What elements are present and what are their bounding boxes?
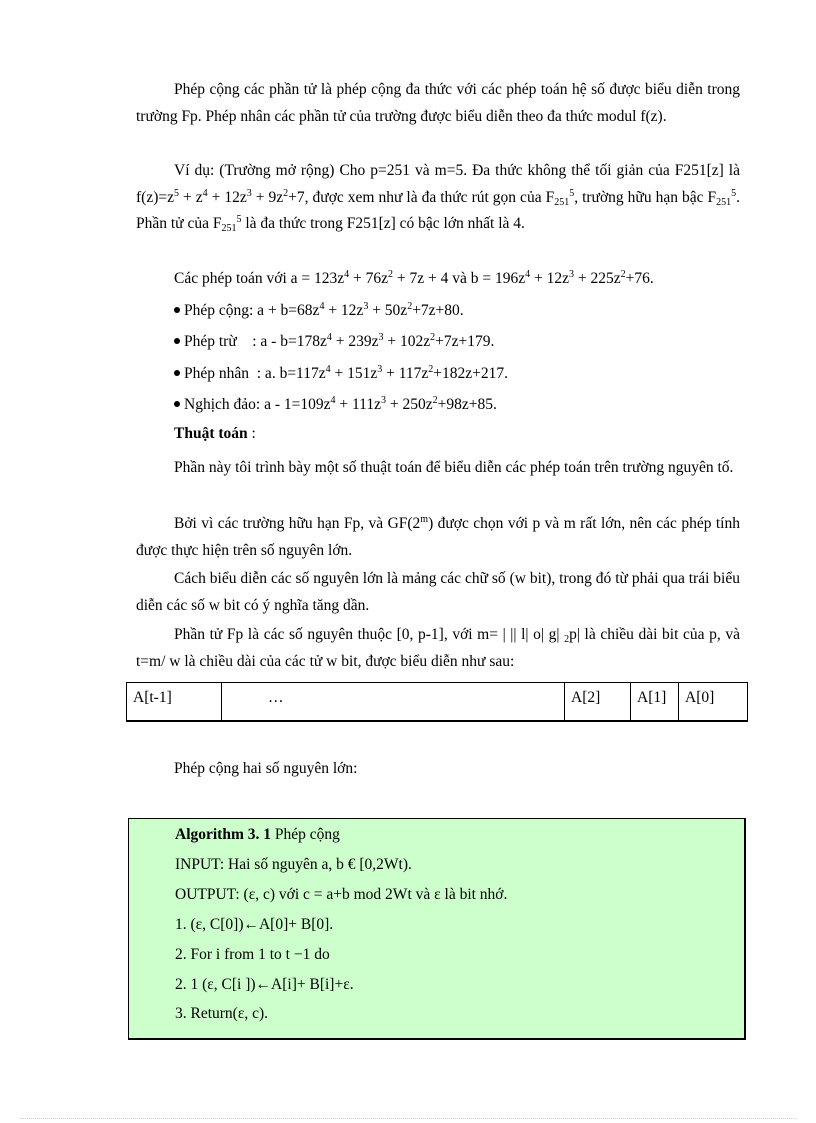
sup: 2 bbox=[620, 269, 626, 280]
bullet-inverse bbox=[174, 392, 754, 418]
text: +98z+85. bbox=[437, 396, 497, 413]
sup: 3 bbox=[378, 332, 384, 343]
bullet-icon bbox=[174, 338, 180, 344]
text: Ví dụ: (Trường mở rộng) Cho p=251 và m=5. Đa thức không thể tối giản của F251[z] là f(z)=z bbox=[136, 162, 740, 206]
sup: 3 bbox=[380, 395, 386, 406]
bullet-icon bbox=[174, 370, 180, 376]
text: +7z+80. bbox=[412, 302, 464, 319]
text: : bbox=[247, 425, 256, 442]
paragraph-representation: Cách biểu diễn các số nguyên lớn là mảng các chữ số (w bit), trong đó từ phải qua trái biểu diễn các số w bit có ý nghĩa tăng dần. bbox=[136, 570, 740, 614]
sup: m bbox=[420, 514, 429, 525]
sup: 3 bbox=[569, 269, 575, 280]
text: . Phần tử của F bbox=[136, 188, 740, 232]
algorithm-title-bold: Algorithm 3. 1 bbox=[175, 826, 272, 843]
sup: 4 bbox=[202, 187, 208, 199]
sup: 2 bbox=[388, 269, 394, 280]
algorithm-step: 1. (ε, C[0])←A[0]+ B[0]. bbox=[175, 916, 334, 933]
text: Các phép toán với a = 123z bbox=[174, 270, 345, 287]
text: Phép trừ : a - b=178z bbox=[184, 333, 327, 350]
paragraph-field-elements: Phép cộng các phần tử là phép cộng đa thức với các phép toán hệ số được biểu diễn trong trường Fp. Phép nhân các phần tử của trường được biểu diễn theo đa thức modul f(z). bbox=[136, 81, 740, 125]
text: ) được chọn với p và m rất lớn, nên các phép tính được thực hiện trên số nguyên lớn. bbox=[136, 515, 740, 559]
text: p| là chiều dài bit của p, và t=m/ w là chiều dài của các tử w bit, được biểu diễn như sau: bbox=[136, 626, 740, 670]
text: + 9z bbox=[251, 188, 284, 206]
text: + 239z bbox=[331, 333, 379, 350]
algorithm-step: 2. For i from 1 to t −1 do bbox=[175, 946, 330, 963]
text: + 111z bbox=[335, 396, 381, 413]
text: + 225z bbox=[574, 270, 621, 287]
word-array-table bbox=[126, 682, 748, 722]
text: + 12z bbox=[324, 302, 364, 319]
sup: 2 bbox=[428, 364, 434, 375]
bullet-icon bbox=[174, 307, 180, 313]
algorithm-step: 3. Return(ε, c). bbox=[175, 1005, 269, 1022]
sup: 4 bbox=[525, 269, 531, 280]
sup: 5 bbox=[236, 214, 242, 225]
bullet-icon bbox=[174, 401, 180, 407]
paragraph-addition-intro: Phép cộng hai số nguyên lớn: bbox=[174, 760, 358, 777]
text: Nghịch đảo: a - 1=109z bbox=[184, 396, 331, 413]
page-bottom-rule bbox=[20, 1118, 796, 1119]
text: , trường hữu hạn bậc F bbox=[574, 188, 717, 206]
text: +76. bbox=[625, 270, 654, 287]
heading-text: Thuật toán bbox=[174, 425, 248, 442]
sup: 3 bbox=[377, 364, 383, 375]
algorithm-box bbox=[128, 818, 746, 1040]
sub: 251 bbox=[221, 223, 237, 234]
sup: 4 bbox=[326, 332, 332, 343]
text: Bởi vì các trường hữu hạn Fp, và GF(2 bbox=[174, 515, 421, 532]
text: +7z+179. bbox=[435, 333, 495, 350]
sup: 4 bbox=[344, 269, 350, 280]
text: + 12z bbox=[530, 270, 570, 287]
bullet-addition bbox=[174, 298, 754, 324]
text: + 7z + 4 và b = 196z bbox=[393, 270, 526, 287]
text: + 76z bbox=[349, 270, 389, 287]
sup: 2 bbox=[407, 301, 413, 312]
sup: 4 bbox=[325, 364, 331, 375]
text: + 50z bbox=[368, 302, 408, 319]
sup: 5 bbox=[731, 187, 737, 199]
text: là đa thức trong F251[z] có bậc lớn nhất là 4. bbox=[241, 215, 525, 232]
sub: 251 bbox=[716, 196, 732, 208]
text: + 117z bbox=[382, 365, 429, 382]
algorithm-step: 2. 1 (ε, C[i ])←A[i]+ B[i]+ε. bbox=[175, 976, 354, 993]
text: + z bbox=[179, 188, 203, 206]
text: Phần tử Fp là các số nguyên thuộc [0, p-1], với m= | || l| o| g| bbox=[174, 626, 565, 643]
algorithm-input: INPUT: Hai số nguyên a, b € [0,2Wt). bbox=[175, 856, 412, 873]
sup: 5 bbox=[174, 187, 179, 199]
sup: 4 bbox=[330, 395, 336, 406]
algorithm-title bbox=[175, 824, 340, 846]
bullet-multiplication bbox=[174, 361, 754, 387]
sup: 3 bbox=[246, 187, 252, 199]
text: Phép cộng bbox=[271, 826, 340, 843]
array-cell: A[1] bbox=[631, 683, 679, 720]
paragraph-fp-elements bbox=[136, 622, 740, 675]
array-cell: A[2] bbox=[565, 683, 631, 720]
array-cell: … bbox=[222, 683, 565, 720]
paragraph-operations-intro bbox=[136, 266, 740, 293]
array-cell: A[t-1] bbox=[127, 683, 222, 720]
text: + 102z bbox=[383, 333, 431, 350]
sup: 5 bbox=[569, 187, 575, 199]
text: + 250z bbox=[385, 396, 433, 413]
sup: 3 bbox=[363, 301, 369, 312]
sup: 2 bbox=[430, 332, 436, 343]
heading-algorithm bbox=[174, 421, 754, 447]
text: Phép nhân : a. b=117z bbox=[184, 365, 326, 382]
paragraph-algorithms-intro: Phần này tôi trình bày một số thuật toán để biểu diễn các phép toán trên trường nguyên tố. bbox=[174, 459, 734, 476]
text: Phép cộng: a + b=68z bbox=[184, 302, 320, 319]
sub: 2 bbox=[564, 634, 570, 645]
sup: 2 bbox=[283, 187, 289, 199]
paragraph-large-integers bbox=[136, 511, 740, 564]
sup: 4 bbox=[319, 301, 325, 312]
text: + 12z bbox=[207, 188, 247, 206]
algorithm-output: OUTPUT: (ε, c) với c = a+b mod 2Wt và ε là bit nhớ. bbox=[175, 886, 508, 903]
text: +7, được xem như là đa thức rút gọn của F bbox=[288, 188, 555, 206]
sup: 2 bbox=[432, 395, 438, 406]
array-cell: A[0] bbox=[685, 689, 715, 706]
paragraph-extension-field-example bbox=[136, 158, 740, 238]
text: +182z+217. bbox=[433, 365, 509, 382]
text: + 151z bbox=[330, 365, 378, 382]
bullet-subtraction bbox=[174, 329, 754, 355]
sub: 251 bbox=[554, 196, 570, 208]
